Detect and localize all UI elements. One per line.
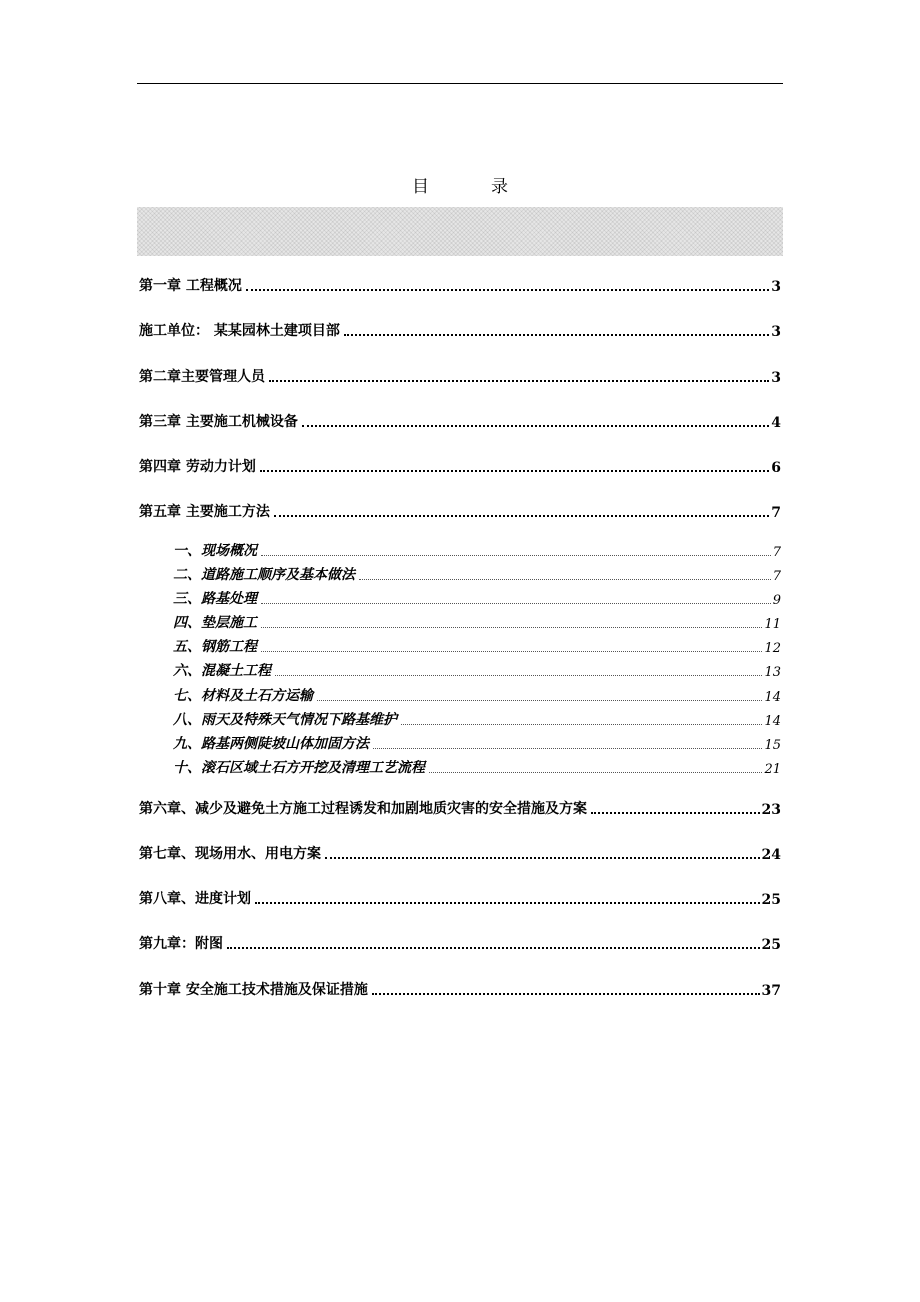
toc-entry-page: 14 <box>764 690 781 705</box>
dot-leader <box>255 902 760 904</box>
dot-leader <box>302 425 769 427</box>
toc-entry-section-1[interactable] <box>173 540 781 560</box>
toc-entry-section-5[interactable] <box>173 636 781 656</box>
header-rule <box>137 83 783 84</box>
dot-leader <box>401 724 762 725</box>
toc-entry-text: 第四章 劳动力计划 <box>139 459 256 475</box>
toc-entry-chapter-6[interactable] <box>139 798 781 818</box>
toc-entry-section-7[interactable] <box>173 685 781 705</box>
toc-entry-chapter-10[interactable] <box>139 979 781 999</box>
toc-entry-text: 第十章 安全施工技术措施及保证措施 <box>139 982 368 998</box>
toc-entry-chapter-7[interactable] <box>139 843 781 863</box>
toc-entry-chapter-9[interactable] <box>139 933 781 953</box>
toc-entry-page: 23 <box>761 802 781 818</box>
toc-entry-page: 13 <box>764 665 781 680</box>
toc-entry-text: 五、钢筋工程 <box>173 639 257 655</box>
dot-leader <box>261 627 762 628</box>
dot-leader <box>317 700 762 701</box>
toc-entry-text: 二、道路施工顺序及基本做法 <box>173 567 355 583</box>
dot-leader <box>261 651 762 652</box>
toc-entry-page: 6 <box>771 460 781 476</box>
dot-leader <box>261 555 771 556</box>
toc-entry-chapter-3[interactable] <box>139 411 781 431</box>
dot-leader <box>261 603 771 604</box>
dot-leader <box>325 857 760 859</box>
toc-title-left: 目 <box>412 177 429 197</box>
dot-leader <box>359 579 771 580</box>
toc-entry-page: 24 <box>761 847 781 863</box>
toc-entry-text: 第八章、进度计划 <box>139 891 251 907</box>
decorative-pattern-band <box>137 207 783 256</box>
toc-entry-page: 3 <box>771 279 781 295</box>
toc-entry-page: 3 <box>771 324 781 340</box>
toc-entry-page: 15 <box>764 738 781 753</box>
toc-entry-page: 25 <box>761 937 781 953</box>
toc-entry-page: 21 <box>764 762 781 777</box>
toc-entry-text: 第五章 主要施工方法 <box>139 504 270 520</box>
toc-entry-page: 4 <box>771 415 781 431</box>
toc-entry-page: 7 <box>772 569 781 584</box>
dot-leader <box>260 470 769 472</box>
toc-entry-chapter-2[interactable] <box>139 366 781 386</box>
toc-entry-text: 八、雨天及特殊天气情况下路基维护 <box>173 712 397 728</box>
toc-title <box>137 172 783 197</box>
toc-entry-page: 12 <box>764 641 781 656</box>
toc-entry-text: 第六章、减少及避免土方施工过程诱发和加剧地质灾害的安全措施及方案 <box>139 801 587 817</box>
toc-entry-text: 第三章 主要施工机械设备 <box>139 414 298 430</box>
toc-entry-section-10[interactable] <box>173 757 781 777</box>
dot-leader <box>274 515 769 517</box>
toc-entry-page: 3 <box>771 370 781 386</box>
toc-entry-page: 14 <box>764 714 781 729</box>
toc-entry-section-3[interactable] <box>173 588 781 608</box>
toc-entry-text: 四、垫层施工 <box>173 615 257 631</box>
toc-entry-page: 7 <box>772 545 781 560</box>
toc-entry-construction-unit[interactable] <box>139 320 781 340</box>
toc-entry-section-8[interactable] <box>173 709 781 729</box>
toc-entry-text: 九、路基两侧陡坡山体加固方法 <box>173 736 369 752</box>
toc-entry-text: 施工单位： 某某园林土建项目部 <box>139 323 340 339</box>
toc-entry-page: 7 <box>771 505 781 521</box>
dot-leader <box>269 380 769 382</box>
toc-entry-text: 六、混凝土工程 <box>173 663 271 679</box>
toc-entry-page: 9 <box>772 593 781 608</box>
dot-leader <box>246 289 769 291</box>
toc-entry-text: 第九章：附图 <box>139 936 223 952</box>
toc-entry-text: 第二章主要管理人员 <box>139 369 265 385</box>
dot-leader <box>275 675 762 676</box>
toc-entry-section-9[interactable] <box>173 733 781 753</box>
toc-entry-section-4[interactable] <box>173 612 781 632</box>
dot-leader <box>373 748 762 749</box>
dot-leader <box>591 812 760 814</box>
toc-entry-section-2[interactable] <box>173 564 781 584</box>
toc-entry-page: 37 <box>761 983 781 999</box>
toc-entry-text: 第七章、现场用水、用电方案 <box>139 846 321 862</box>
toc-entry-text: 七、材料及土石方运输 <box>173 688 313 704</box>
toc-entry-page: 11 <box>764 617 781 632</box>
dot-leader <box>372 993 760 995</box>
toc-entry-chapter-8[interactable] <box>139 888 781 908</box>
toc-entry-text: 第一章 工程概况 <box>139 278 242 294</box>
toc-entry-text: 十、滚石区域土石方开挖及清理工艺流程 <box>173 760 425 776</box>
toc-entry-chapter-1[interactable] <box>139 275 781 295</box>
toc-entry-chapter-5[interactable] <box>139 501 781 521</box>
toc-entry-chapter-4[interactable] <box>139 456 781 476</box>
toc-entry-text: 三、路基处理 <box>173 591 257 607</box>
toc-entry-section-6[interactable] <box>173 660 781 680</box>
toc-entry-page: 25 <box>761 892 781 908</box>
dot-leader <box>429 772 762 773</box>
dot-leader <box>344 334 769 336</box>
toc-title-right: 录 <box>491 177 508 197</box>
toc-entry-text: 一、现场概况 <box>173 543 257 559</box>
dot-leader <box>227 947 760 949</box>
